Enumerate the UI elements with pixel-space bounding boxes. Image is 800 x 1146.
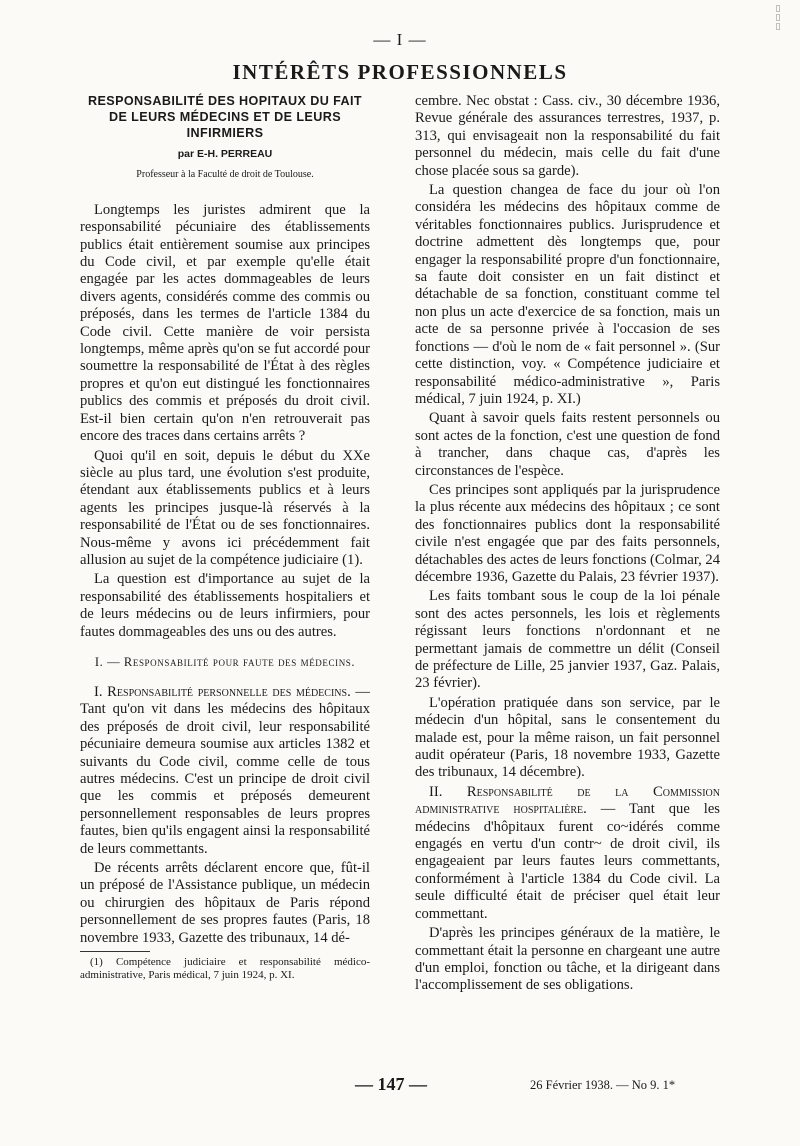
page-footer: [0, 1074, 800, 1096]
paragraph-text: — Tant qu'on vit dans les médecins des hôpitaux des préposés de droit civil, leur responsabilité pécuniaire demeura soumise aux articles 1382 et suivants du Code civil, comme celle de tous autres médecins. C'est un principe de droit civil que les commis et préposés demeurent personnellement responsables de leurs propres fautes, bien qu'ils engagent ainsi la responsabilité de leurs commettants.: [80, 683, 370, 857]
paragraph: Quant à savoir quels faits restent personnels ou sont actes de la fonction, c'est une question de fond à trancher, dans chaque cas, d'après les circonstances de l'espèce.: [415, 410, 720, 479]
footnote: (1) Compétence judiciaire et responsabilité médico-administrative, Paris médical, 7 juin 1924, p. XI.: [80, 956, 370, 982]
footnote-divider: [80, 951, 150, 952]
paragraph: [415, 784, 720, 923]
byline: par E-H. PERREAU: [177, 148, 273, 160]
right-column: [415, 93, 720, 995]
paragraph: Longtemps les juristes admirent que la responsabilité pécuniaire des établissements publics était entièrement soumise aux principes du Code civil, et par exemple qu'elle était engagée par les actes dommageables de leurs divers agents, considérés comme des commis ou préposés, dans les termes de l'article 1384 du Code civil. Cette manière de voir persista longtemps, même après qu'on se fut accordé pour soumettre la responsabilité de l'État à des règles propres et qu'on eut distingué les fonctionnaires publics des commis et préposés du droit civil. Est-il bien certain qu'on n'en retrouverait pas encore des traces dans certains arrêts ?: [80, 201, 370, 445]
section-title: INTÉRÊTS PROFESSIONNELS: [232, 60, 568, 84]
paragraph: De récents arrêts déclarent encore que, fût-il un préposé de l'Assistance publique, un médecin ou chirurgien des hôpitaux de Paris répond personnellement de ses propres fautes (Paris, 18 novembre 1933, Gazette des tribunaux, 14 dé-: [80, 860, 370, 946]
paragraph: [80, 684, 370, 858]
paragraph: Ces principes sont appliqués par la jurisprudence la plus récente aux médecins des hôpitaux ; ce sont des fonctionnaires publics dont la responsabilité civile n'est engagée que par des faits personnels, détachables des actes de leurs fonctions (Colmar, 24 décembre 1936, Gazette du Palais, 23 février 1937).: [415, 481, 720, 585]
issue-info: 26 Février 1938. — No 9. 1*: [530, 1078, 676, 1092]
paragraph-text: — Tant que les médecins d'hôpitaux furent co~idérés comme engagés en vertu d'un contr~ de droit civil, ils engageaient par leurs fautes leurs commettants, conformément à l'article 1384 du Code civil. La seule difficulté était de préciser quel était leur commettant.: [415, 801, 720, 922]
page-marker: — I —: [373, 30, 427, 49]
subsection-lead: II. Responsabilité de la Commission administrative hospitalière.: [415, 783, 720, 818]
paragraph: La question est d'importance au sujet de la responsabilité des établissements hospitaliers et de leurs médecins ou de leurs infirmiers, pour fautes dommageables des uns ou des autres.: [80, 571, 370, 640]
article-title: RESPONSABILITÉ DES HOPITAUX DU FAIT DE LEURS MÉDECINS ET DE LEURS INFIRMIERS: [87, 94, 363, 140]
paragraph: L'opération pratiquée dans son service, par le médecin d'un hôpital, sans le consentement du malade est, pour la même raison, un fait personnel audit opérateur (Paris, 18 novembre 1933, Gazette des tribunaux, 14 décembre).: [415, 694, 720, 781]
section-heading: I. — Responsabilité pour faute des médecins.: [94, 654, 356, 669]
author-affiliation: Professeur à la Faculté de droit de Toulouse.: [136, 169, 314, 181]
paragraph: cembre. Nec obstat : Cass. civ., 30 décembre 1936, Revue générale des assurances terrestres, 1937, p. 313, qui envisageait non la responsabilité du fait personnel du médecin, mais celle du fait d'une chose placée sous sa garde).: [415, 93, 720, 179]
paragraph: Quoi qu'il en soit, depuis le début du XXe siècle au plus tard, une évolution s'est produite, étendant aux établissements publics et à leurs agents les principes jusque-là réservés à la responsabilité de l'État ou de ses fonctionnaires. Nous-même y avons ici précédemment fait allusion au sujet de la compétence judiciaire (1).: [80, 447, 370, 568]
paragraph: D'après les principes généraux de la matière, le commettant était la personne en chargeant une autre d'un emploi, fonction ou tâche, et la dirigeant dans l'accomplissement de ses obligations.: [415, 925, 720, 994]
archive-stamp: ▯ ▯ ▯: [775, 3, 781, 31]
paragraph: La question changea de face du jour où l'on considéra les médecins des hôpitaux comme de véritables fonctionnaires publics. Jurisprudence et doctrine admettent dès longtemps que, pour engager la responsabilité propre d'un fonctionnaire, sa faute doit consister en un fait distinct et détachable de sa fonction, constituant comme tel non plus un acte d'exercice de sa fonction, mais un acte de sa personne privée à l'occasion de ses fonctions — d'où le nom de « fait personnel ». (Sur cette distinction, voy. « Compétence judiciaire et responsabilité médico-administrative », Paris médical, 7 juin 1924, p. XI.): [415, 182, 720, 407]
subsection-lead: I. Responsabilité personnelle des médecins.: [94, 683, 351, 700]
page-number: — 147 —: [355, 1074, 427, 1094]
paragraph: Les faits tombant sous le coup de la loi pénale sont des actes personnels, les lois et règlements régissant leurs fonctions n'ordonnant et ne permettant jamais de commettre un délit (Conseil de préfecture de Lille, 25 janvier 1937, Gaz. Palais, 23 février).: [415, 588, 720, 692]
left-column: [80, 93, 370, 982]
